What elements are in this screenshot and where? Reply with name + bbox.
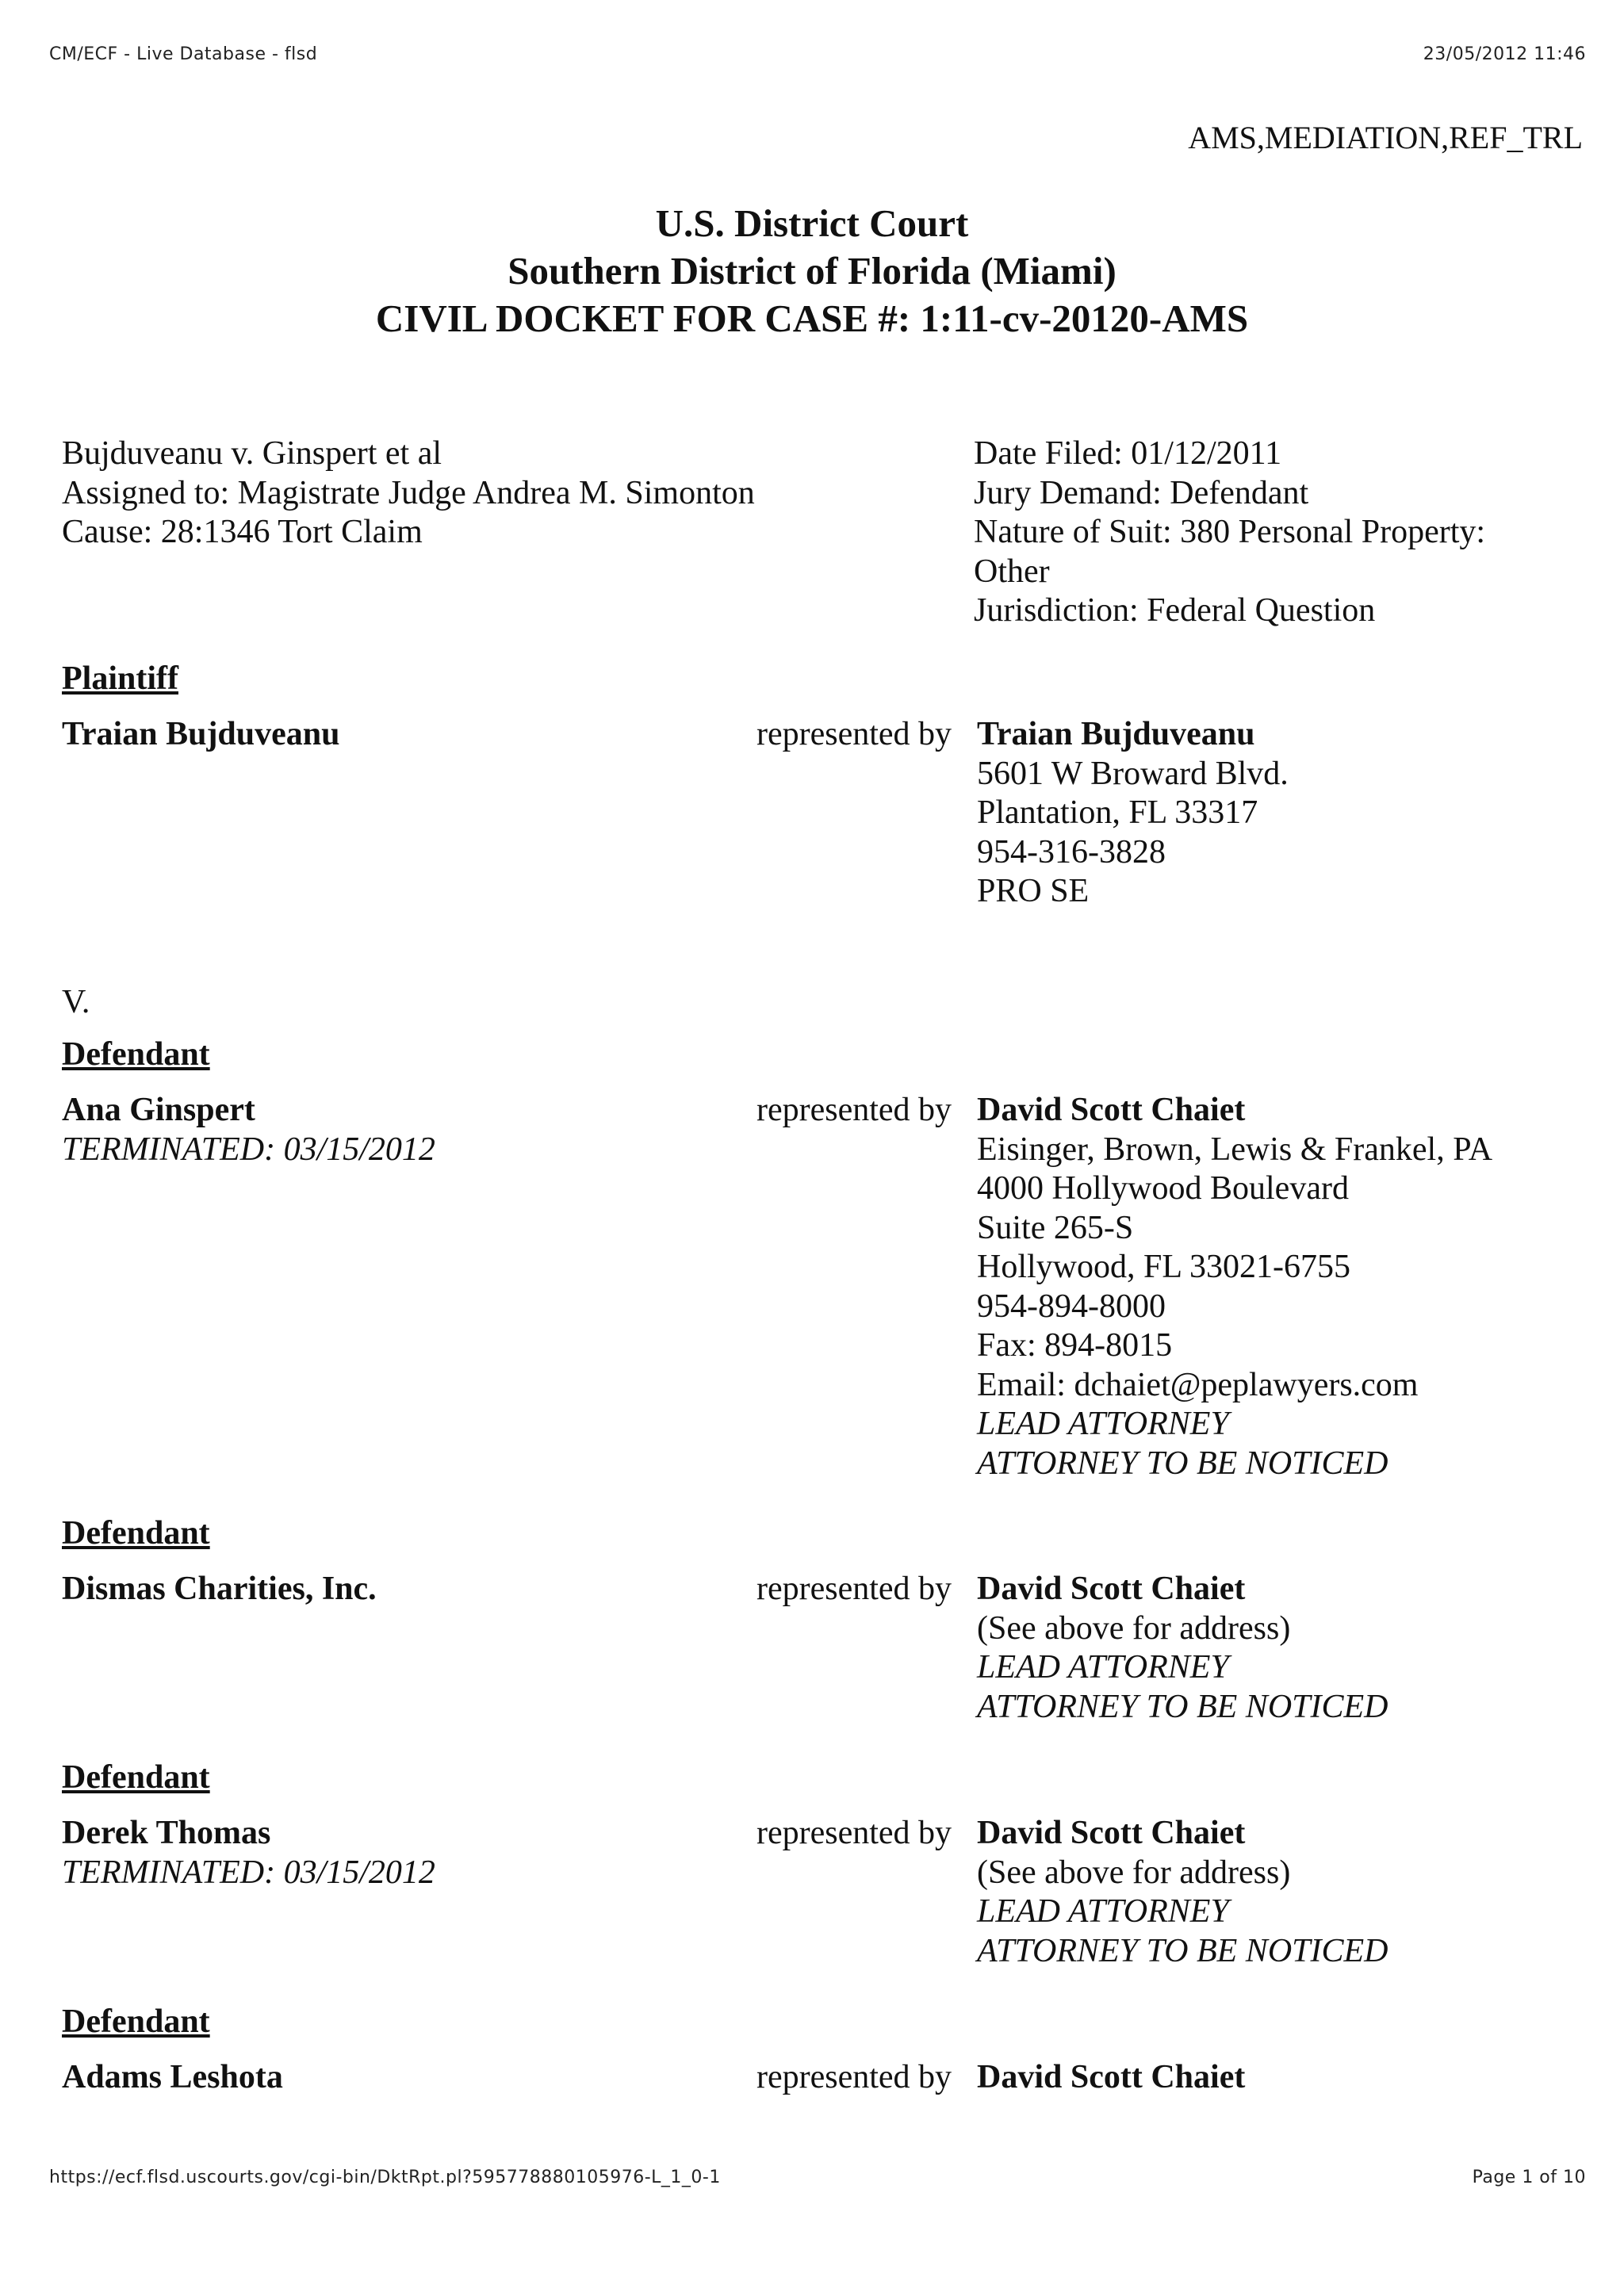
lead-attorney-note: LEAD ATTORNEY (977, 1649, 1229, 1686)
case-flags: AMS,MEDIATION,REF_TRL (1188, 120, 1583, 155)
defendant-block (62, 1091, 435, 1169)
represented-by-label: represented by (756, 1092, 952, 1128)
defendant-heading: Defendant (62, 2003, 210, 2040)
attorney-designation: PRO SE (977, 873, 1090, 909)
attorney-city: Hollywood, FL 33021-6755 (977, 1249, 1350, 1285)
attorney-name: Traian Bujduveanu (977, 716, 1255, 752)
represented-by-label: represented by (756, 2059, 952, 2095)
defendant-name: Derek Thomas (62, 1815, 271, 1851)
attorney-address-ref: (See above for address) (977, 1854, 1291, 1891)
represented-by-label: represented by (756, 1815, 952, 1851)
lead-attorney-note: LEAD ATTORNEY (977, 1406, 1229, 1442)
case-assigned-to: Assigned to: Magistrate Judge Andrea M. Simonton (62, 474, 755, 511)
nature-of-suit-cont: Other (974, 553, 1050, 590)
defendant-name: Ana Ginspert (62, 1092, 255, 1128)
represented-by-label: represented by (756, 1571, 952, 1607)
case-info-right (974, 434, 1485, 631)
defendant-block (62, 1814, 435, 1892)
jury-demand: Jury Demand: Defendant (974, 474, 1309, 511)
attorney-name: David Scott Chaiet (977, 1571, 1246, 1607)
attorney-email: Email: dchaiet@peplawyers.com (977, 1366, 1419, 1403)
notice-note: ATTORNEY TO BE NOTICED (977, 1688, 1388, 1725)
court-title: U.S. District Court (655, 201, 969, 245)
plaintiff-name: Traian Bujduveanu (62, 716, 340, 752)
attorney-name: David Scott Chaiet (977, 2059, 1246, 2095)
attorney-fax: Fax: 894-8015 (977, 1327, 1173, 1364)
print-footer-url: https://ecf.flsd.uscourts.gov/cgi-bin/DktRpt.pl?595778880105976-L_1_0-1 (49, 2168, 721, 2187)
attorney-address: 5601 W Broward Blvd. (977, 755, 1289, 792)
attorney-address-ref: (See above for address) (977, 1609, 1291, 1647)
plaintiff-attorney-block (977, 715, 1289, 912)
plaintiff-heading: Plaintiff (62, 660, 178, 697)
defendant-status: TERMINATED: 03/15/2012 (62, 1854, 435, 1891)
page-number: Page 1 of 10 (1472, 2168, 1586, 2187)
versus-label: V. (62, 984, 90, 1020)
attorney-phone: 954-894-8000 (977, 1288, 1166, 1325)
case-caption: Bujduveanu v. Ginspert et al (62, 435, 442, 472)
defendant-attorney-block (977, 1570, 1388, 1727)
notice-note: ATTORNEY TO BE NOTICED (977, 1932, 1388, 1969)
district-title: Southern District of Florida (Miami) (508, 249, 1116, 293)
defendant-heading: Defendant (62, 1515, 210, 1552)
defendant-attorney-block (977, 1814, 1388, 1971)
attorney-city: Plantation, FL 33317 (977, 794, 1258, 831)
case-info-left (62, 434, 755, 553)
print-header-title: CM/ECF - Live Database - flsd (49, 44, 318, 64)
date-filed: Date Filed: 01/12/2011 (974, 435, 1282, 472)
defendant-attorney-block (977, 1091, 1492, 1483)
attorney-phone: 954-316-3828 (977, 833, 1166, 871)
defendant-name: Adams Leshota (62, 2059, 283, 2095)
attorney-name: David Scott Chaiet (977, 1092, 1246, 1128)
jurisdiction: Jurisdiction: Federal Question (974, 592, 1376, 629)
represented-by-label: represented by (756, 716, 952, 752)
attorney-firm: Eisinger, Brown, Lewis & Frankel, PA (977, 1131, 1493, 1168)
docket-title: CIVIL DOCKET FOR CASE #: 1:11-cv-20120-AMS (375, 297, 1249, 340)
defendant-heading: Defendant (62, 1759, 210, 1796)
notice-note: ATTORNEY TO BE NOTICED (977, 1445, 1388, 1482)
case-cause: Cause: 28:1346 Tort Claim (62, 514, 423, 550)
lead-attorney-note: LEAD ATTORNEY (977, 1893, 1229, 1930)
defendant-heading: Defendant (62, 1036, 210, 1073)
print-header-timestamp: 23/05/2012 11:46 (1423, 44, 1586, 64)
attorney-address: 4000 Hollywood Boulevard (977, 1170, 1349, 1207)
attorney-suite: Suite 265-S (977, 1209, 1134, 1246)
defendant-name: Dismas Charities, Inc. (62, 1571, 377, 1607)
attorney-name: David Scott Chaiet (977, 1815, 1246, 1851)
nature-of-suit: Nature of Suit: 380 Personal Property: (974, 514, 1486, 550)
defendant-status: TERMINATED: 03/15/2012 (62, 1131, 435, 1168)
